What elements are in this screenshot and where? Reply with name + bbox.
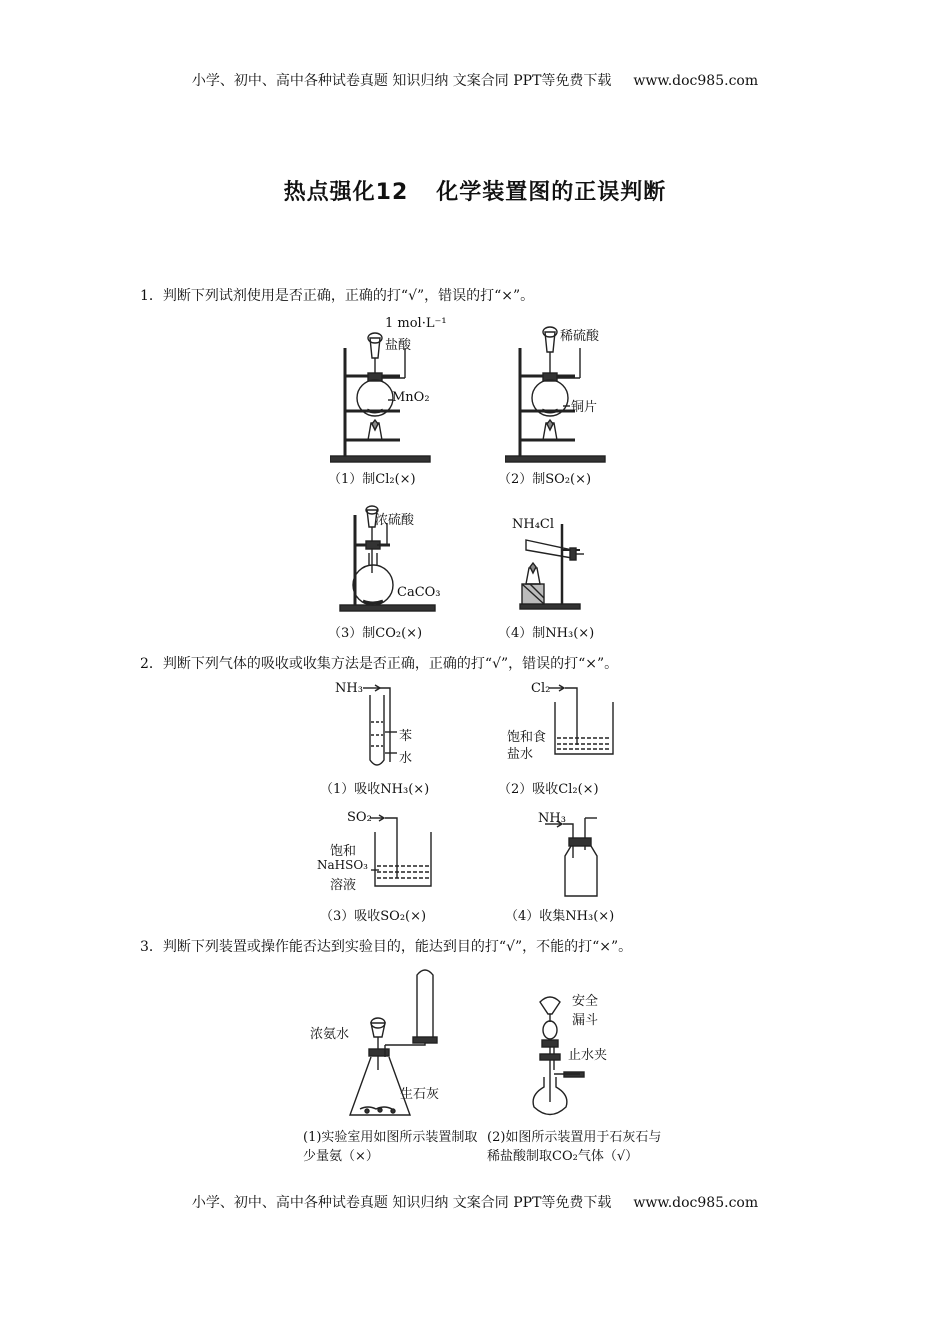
q1-figure-2: [505, 318, 645, 468]
q2-fig3-label-nahso3: NaHSO₃: [317, 858, 368, 872]
q2-fig2-label-cl2: Cl₂: [531, 681, 551, 696]
footer-url[interactable]: www.doc985.com: [633, 1195, 759, 1211]
page-footer: [0, 1192, 950, 1212]
q3-fig2-label-safety2: 漏斗: [572, 1013, 599, 1028]
question-1-text: 1．判断下列试剂使用是否正确，正确的打“√”，错误的打“×”。: [140, 288, 535, 304]
q1-fig2-label-acid: 稀硫酸: [560, 329, 600, 344]
question-3-text: 3．判断下列装置或操作能否达到实验目的，能达到目的打“√”，不能的打“×”。: [140, 939, 633, 955]
q1-fig2-caption: （2）制SO₂(×): [498, 472, 592, 487]
q1-fig4-label-nh4cl: NH₄Cl: [512, 517, 555, 532]
q3-fig1-caption: (1)实验室用如图所示装置制取少量氨（×）: [303, 1130, 478, 1164]
q2-fig1-caption: （1）吸收NH₃(×): [320, 782, 430, 797]
q1-fig3-label-caco3: CaCO₃: [397, 585, 441, 600]
q1-fig3-caption: （3）制CO₂(×): [328, 626, 423, 641]
q2-fig4-caption: （4）收集NH₃(×): [505, 909, 615, 924]
q2-figure-2: [505, 680, 625, 775]
q1-fig1-label-acid: 盐酸: [385, 338, 412, 353]
q1-fig4-drawing: [510, 518, 630, 613]
q1-figure-1: [330, 318, 470, 468]
q2-figure-1: [335, 680, 445, 775]
q3-fig2-label-clamp: 止水夹: [568, 1048, 608, 1063]
q1-fig1-caption: （1）制Cl₂(×): [328, 472, 416, 487]
q3-fig1-label-lime: 生石灰: [400, 1087, 440, 1102]
q1-figure-4: [510, 518, 630, 613]
page-header: [0, 70, 950, 90]
q3-figure-2: [520, 992, 650, 1122]
header-url[interactable]: www.doc985.com: [633, 73, 759, 89]
q1-fig1-label-conc: 1 mol·L⁻¹: [385, 316, 447, 331]
q1-fig3-label-acid: 浓硫酸: [375, 513, 415, 528]
header-text: 小学、初中、高中各种试卷真题 知识归纳 文案合同 PPT等免费下载: [191, 73, 612, 89]
q1-fig1-label-mno2: MnO₂: [392, 390, 430, 405]
q1-figure-3: [335, 505, 475, 615]
q2-fig3-label-sol: 溶液: [330, 878, 357, 893]
q3-fig1-label-ammonia: 浓氨水: [310, 1027, 350, 1042]
title-right: 化学装置图的正误判断: [436, 180, 667, 205]
q2-fig1-label-nh3: NH₃: [335, 681, 363, 696]
q3-figure-1: [305, 965, 470, 1125]
q2-fig3-caption: （3）吸收SO₂(×): [320, 909, 427, 924]
footer-text: 小学、初中、高中各种试卷真题 知识归纳 文案合同 PPT等免费下载: [191, 1195, 612, 1211]
question-2-text: 2．判断下列气体的吸收或收集方法是否正确，正确的打“√”，错误的打“×”。: [140, 656, 619, 672]
q3-fig1-drawing: [305, 965, 470, 1125]
q3-fig2-caption: (2)如图所示装置用于石灰石与稀盐酸制取CO₂气体（√）: [487, 1130, 662, 1164]
q2-fig2-label-sat2: 盐水: [507, 747, 534, 762]
title-left: 热点强化12: [283, 180, 409, 205]
q2-fig1-label-benzene: 苯: [399, 729, 413, 744]
q2-figure-3: [315, 808, 445, 903]
q2-fig2-label-sat1: 饱和食: [507, 730, 547, 745]
q2-fig3-label-so2: SO₂: [347, 810, 372, 825]
q2-fig2-caption: （2）吸收Cl₂(×): [498, 782, 599, 797]
q2-figure-4: [535, 808, 635, 903]
q1-fig2-label-copper: 铜片: [571, 400, 598, 415]
q3-fig2-label-safety1: 安全: [572, 994, 599, 1009]
q1-fig4-caption: （4）制NH₃(×): [498, 626, 595, 641]
q2-fig3-label-sat: 饱和: [330, 844, 357, 859]
page-title: [0, 175, 950, 206]
q2-fig1-label-water: 水: [399, 751, 413, 766]
q2-fig4-label-nh3: NH₃: [538, 811, 566, 826]
